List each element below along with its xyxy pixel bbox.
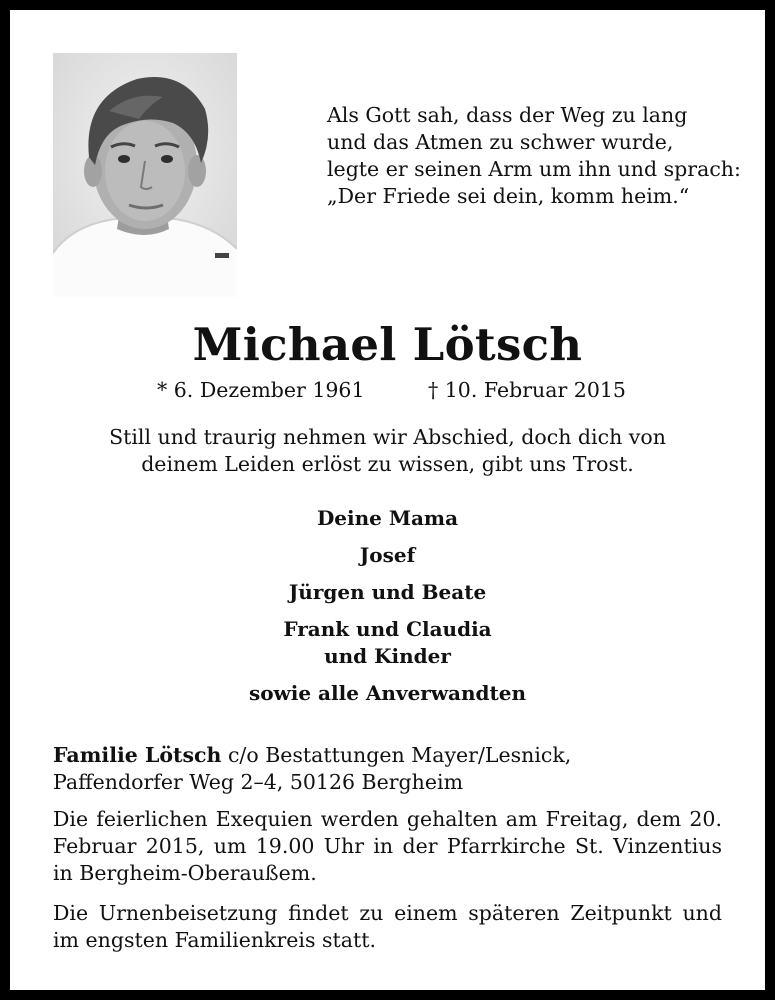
farewell-line: deinem Leiden erlöst zu wissen, gibt uns Trost.: [141, 452, 634, 476]
poem-line: Als Gott sah, dass der Weg zu lang: [327, 103, 688, 127]
mourner-frank-claudia: Frank und Claudia: [283, 617, 492, 641]
poem-line: legte er seinen Arm um ihn und sprach:: [327, 157, 741, 181]
contact-line: [53, 742, 723, 769]
poem: [327, 102, 757, 210]
death-date: † 10. Februar 2015: [428, 378, 626, 402]
farewell-line: Still und traurig nehmen wir Abschied, doch dich von: [109, 425, 666, 449]
portrait-photo: [53, 53, 237, 297]
exequien-paragraph: Die feierlichen Exequien werden gehalten am Freitag, dem 20. Februar 2015, um 19.00 Uhr in der Pfarrkirche St. Vinzentius in Bergheim-Oberaußem.: [53, 807, 722, 885]
mourner-josef: Josef: [359, 543, 416, 567]
poem-line: und das Atmen zu schwer wurde,: [327, 130, 674, 154]
care-of: c/o Bestattungen Mayer/Lesnick,: [221, 743, 572, 767]
mourner-relatives: sowie alle Anverwandten: [248, 681, 527, 705]
poem-line: „Der Friede sei dein, komm heim.“: [327, 184, 690, 208]
mourner-kinder: und Kinder: [324, 644, 451, 668]
urn-paragraph: Die Urnenbeisetzung findet zu einem späteren Zeitpunkt und im engsten Familienkreis statt.: [53, 901, 722, 952]
farewell-text: [10, 424, 765, 478]
contact-address: [53, 742, 723, 796]
mourner-mama: Deine Mama: [316, 506, 459, 530]
address-line: Paffendorfer Weg 2–4, 50126 Bergheim: [53, 770, 464, 794]
obituary-notice: [10, 10, 765, 990]
mourner-juergen-beate: Jürgen und Beate: [288, 580, 487, 604]
family-name: Familie Lötsch: [53, 743, 222, 767]
deceased-name: Michael Lötsch: [192, 318, 583, 371]
birth-date: * 6. Dezember 1961: [157, 378, 365, 402]
